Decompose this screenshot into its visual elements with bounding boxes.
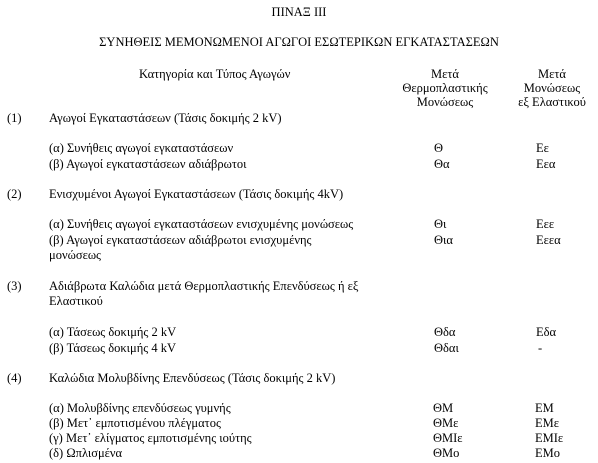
code-rubber: ΕΜΙε bbox=[535, 431, 564, 445]
column-header-line: Θερμοπλαστικής bbox=[402, 81, 488, 95]
section-title-continued: Ελαστικού bbox=[49, 294, 103, 308]
code-rubber: ΕΜε bbox=[535, 416, 559, 430]
code-rubber: Εεε bbox=[536, 217, 555, 231]
section-number: (1) bbox=[7, 111, 22, 125]
table-row-label: (γ) Μετ᾽ ελίγματος εμποτισμένης ιούτης bbox=[49, 431, 252, 445]
code-thermoplastic: ΘΜ bbox=[433, 401, 454, 415]
column-header-line: Μετά bbox=[431, 67, 459, 81]
column-header-line: Μονώσεως bbox=[416, 95, 474, 109]
column-header-rubber bbox=[508, 67, 596, 109]
table-row-label: (δ) Ωπλισμένα bbox=[49, 446, 123, 460]
table-row-label: (α) Μολυβδίνης επενδύσεως γυμνής bbox=[49, 401, 231, 415]
code-thermoplastic: Θι bbox=[434, 217, 447, 231]
section-title: Αγωγοί Εγκαταστάσεων (Τάσις δοκιμής 2 kV) bbox=[49, 111, 282, 125]
code-rubber: Εε bbox=[536, 141, 549, 155]
table-row-label: (β) Τάσεως δοκιμής 4 kV bbox=[49, 341, 176, 355]
table-row-label: (β) Αγωγοί εγκαταστάσεων αδιάβρωτοι bbox=[49, 157, 247, 171]
table-row-label: (α) Συνήθεις αγωγοί εγκαταστάσεων ενισχυμένης μονώσεως bbox=[49, 217, 354, 231]
section-number: (2) bbox=[7, 187, 22, 201]
column-header-category: Κατηγορία και Τύπος Αγωγών bbox=[139, 67, 291, 81]
section-title: Καλώδια Μολυβδίνης Επενδύσεως (Τάσις δοκιμής 2 kV) bbox=[49, 371, 336, 385]
column-header-line: εξ Ελαστικού bbox=[518, 95, 586, 109]
table-row-label: (α) Συνήθεις αγωγοί εγκαταστάσεων bbox=[49, 141, 234, 155]
table-subtitle: ΣΥΝΗΘΕΙΣ ΜΕΜΟΝΩΜΕΝΟΙ ΑΓΩΓΟΙ ΕΣΩΤΕΡΙΚΩΝ ΕΓΚΑΤΑΣΤΑΣΕΩΝ bbox=[99, 35, 499, 49]
column-header-line: Μονώσεως bbox=[523, 81, 581, 95]
code-thermoplastic: ΘΜε bbox=[433, 416, 459, 430]
table-row-label-continued: μονώσεως bbox=[49, 248, 101, 262]
code-rubber: - bbox=[538, 341, 543, 355]
table-row-label: (α) Τάσεως δοκιμής 2 kV bbox=[49, 325, 177, 339]
section-title: Αδιάβρωτα Καλώδια μετά Θερμοπλαστικής Επενδύσεως ή εξ bbox=[49, 279, 359, 293]
section-title: Ενισχυμένοι Αγωγοί Εγκαταστάσεων (Τάσις δοκιμής 4kV) bbox=[49, 187, 344, 201]
code-thermoplastic: ΘΜο bbox=[433, 446, 460, 460]
section-number: (3) bbox=[7, 279, 22, 293]
code-rubber: Εδα bbox=[536, 325, 557, 339]
table-row-label: (β) Αγωγοί εγκαταστάσεων αδιάβρωτοι ενισχυμένης bbox=[49, 233, 312, 247]
code-thermoplastic: ΘΜΙε bbox=[433, 431, 463, 445]
code-thermoplastic: Θδαι bbox=[434, 341, 459, 355]
column-header-thermoplastic bbox=[400, 67, 490, 109]
table-title: ΠΙΝΑΞ ΙΙΙ bbox=[271, 5, 327, 19]
column-header-line: Μετά bbox=[538, 67, 566, 81]
code-thermoplastic: Θια bbox=[434, 233, 453, 247]
section-number: (4) bbox=[7, 371, 22, 385]
code-thermoplastic: Θδα bbox=[434, 325, 456, 339]
code-rubber: Εεα bbox=[536, 157, 556, 171]
code-rubber: ΕΜο bbox=[535, 446, 560, 460]
code-thermoplastic: Θα bbox=[434, 157, 450, 171]
code-rubber: Εεεα bbox=[536, 233, 561, 247]
code-thermoplastic: Θ bbox=[434, 141, 444, 155]
table-row-label: (β) Μετ᾽ εμποτισμένου πλέγματος bbox=[49, 416, 221, 430]
code-rubber: ΕΜ bbox=[535, 401, 554, 415]
